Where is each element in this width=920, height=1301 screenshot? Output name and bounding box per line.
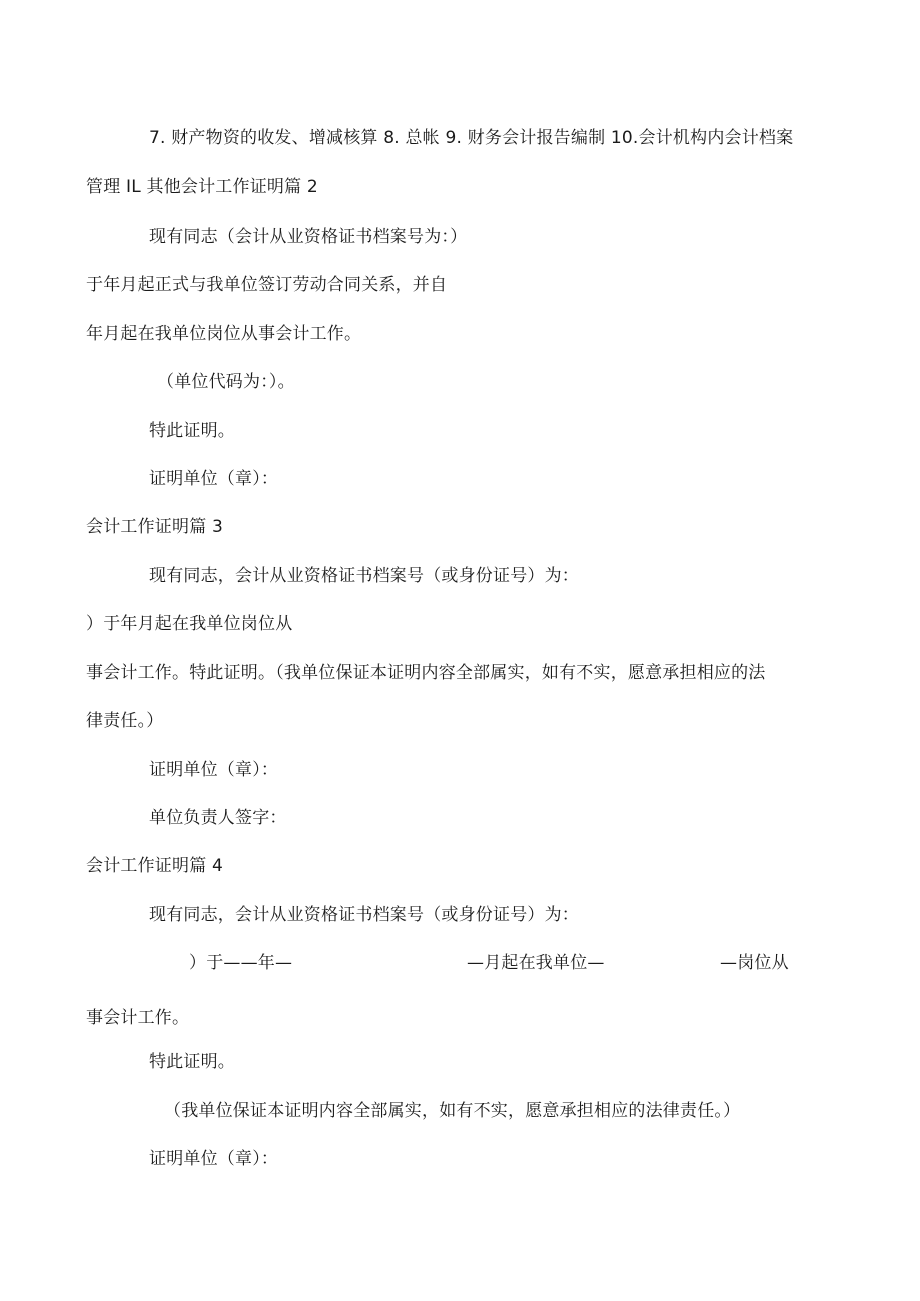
text-line-p3-seal: 证明单位（章）：	[149, 760, 279, 780]
text-line-p3-start: ）于年月起在我单位岗位从	[86, 614, 293, 634]
text-line-p4-certify: 特此证明。	[149, 1052, 235, 1072]
text-line-heading-2: 管理 IL 其他会计工作证明篇 2	[86, 177, 318, 197]
text-line-p2-contract: 于年月起正式与我单位签订劳动合同关系，并自	[86, 275, 448, 295]
text-line-p3-liability: 律责任。）	[86, 711, 164, 731]
text-line-p3-signature: 单位负责人签字：	[149, 808, 287, 828]
text-line-p3-work: 事会计工作。特此证明。（我单位保证本证明内容全部属实，如有不实，愿意承担相应的法	[86, 663, 766, 683]
text-line-p4-month: —月起在我单位—	[467, 953, 605, 973]
text-line-p4-seal: 证明单位（章）：	[149, 1149, 279, 1169]
text-line-p2-certify: 特此证明。	[149, 421, 235, 441]
text-line-p2-unit-code: （单位代码为：）。	[157, 372, 295, 392]
text-line-heading-4: 会计工作证明篇 4	[86, 856, 224, 876]
text-line-p2-intro: 现有同志（会计从业资格证书档案号为：）	[149, 227, 468, 247]
text-line-items-7-10: 7. 财产物资的收发、增减核算 8. 总帐 9. 财务会计报告编制 10.会计机构内会计档案	[149, 128, 794, 148]
text-line-p4-intro: 现有同志，会计从业资格证书档案号（或身份证号）为：	[149, 905, 579, 925]
text-line-p2-seal: 证明单位（章）：	[149, 469, 279, 489]
text-line-heading-3: 会计工作证明篇 3	[86, 517, 224, 537]
text-line-p4-post: —岗位从	[720, 953, 789, 973]
text-line-p3-intro: 现有同志，会计从业资格证书档案号（或身份证号）为：	[149, 566, 579, 586]
text-line-p4-liability: （我单位保证本证明内容全部属实，如有不实，愿意承担相应的法律责任。）	[164, 1101, 741, 1121]
text-line-p2-work: 年月起在我单位岗位从事会计工作。	[86, 324, 362, 344]
text-line-p4-year: ）于——年—	[189, 953, 293, 973]
text-line-p4-work: 事会计工作。	[86, 1008, 190, 1028]
